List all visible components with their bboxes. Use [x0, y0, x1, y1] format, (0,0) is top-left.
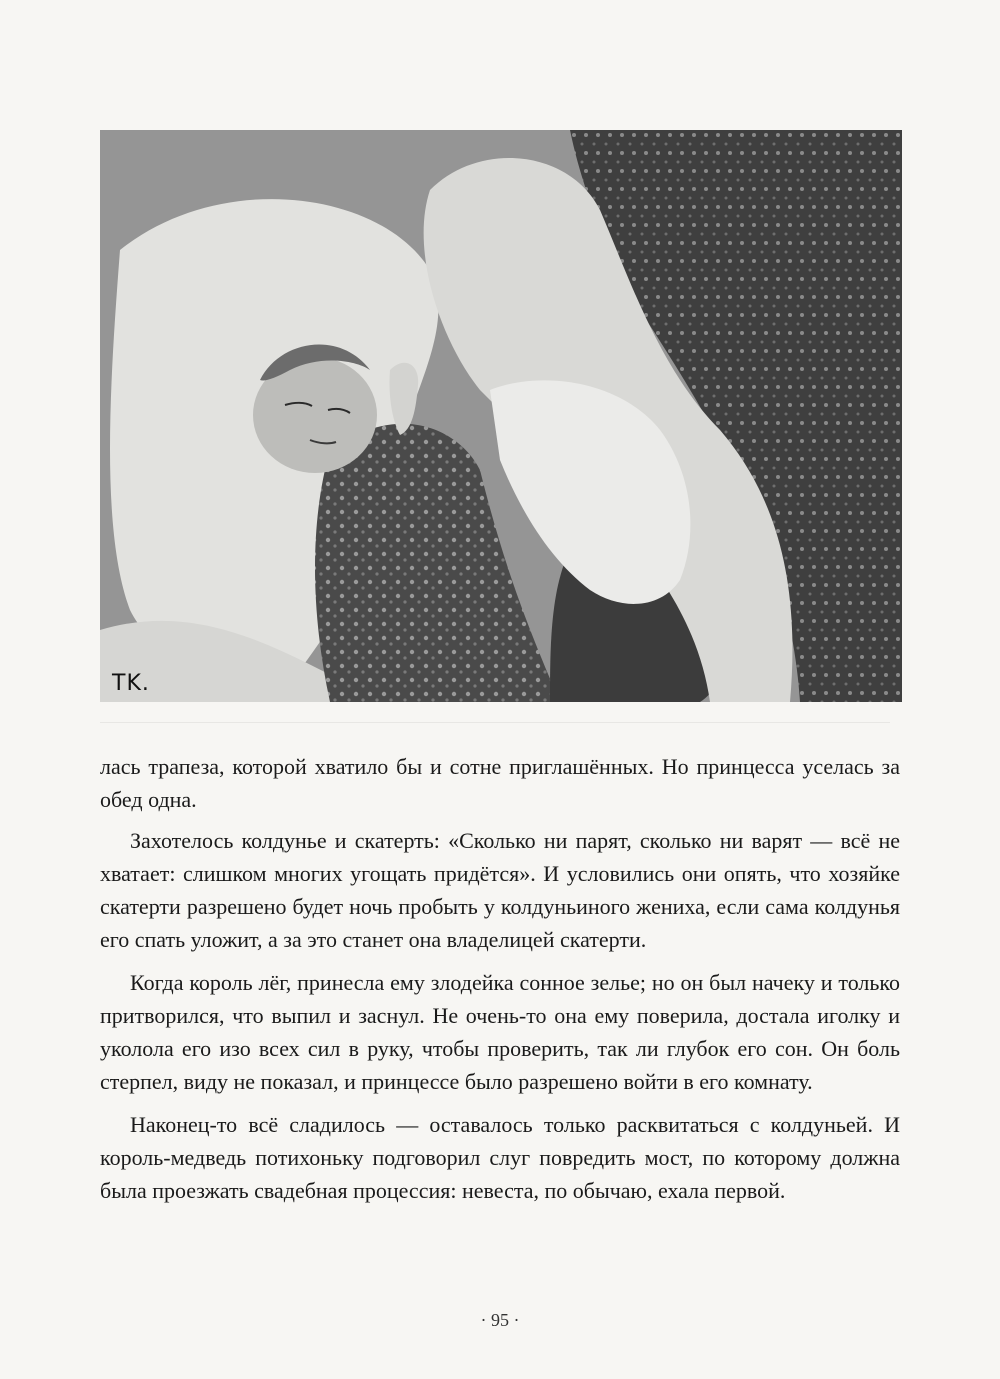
- divider: [100, 722, 890, 723]
- artist-monogram: TK.: [112, 671, 150, 696]
- paragraph: Захотелось колдунье и скатерть: «Сколько ни парят, сколько ни варят — всё не хватает: слишком многих угощать придётся». И условились они опять, что хозяйке скатерти разрешено будет ночь пробыть у колдуньиного жениха, если сама колдунья его спать уложит, а за это станет она владелицей скатерти.: [100, 828, 900, 952]
- paragraph: Наконец-то всё сладилось — оставалось только расквитаться с колдуньей. И король-медведь потихоньку подговорил слуг повредить мост, по которому должна была проезжать свадебная процессия: невеста, по обычаю, ехала первой.: [100, 1112, 900, 1203]
- illustration-sleeping-king: [100, 130, 902, 702]
- story-text: [100, 750, 900, 1217]
- paragraph: Когда король лёг, принесла ему злодейка сонное зелье; но он был начеку и только притворился, что выпил и заснул. Не очень-то она ему поверила, достала иголку и уколола его изо всех сил в руку, чтобы проверить, так ли глубок его сон. Он боль стерпел, виду не показал, и принцессе было разрешено войти в его комнату.: [100, 970, 900, 1094]
- illustration-drawing: [100, 130, 902, 702]
- page-number: · 95 ·: [480, 1310, 520, 1330]
- paragraph: лась трапеза, которой хватило бы и сотне приглашённых. Но принцесса уселась за обед одна.: [100, 754, 900, 812]
